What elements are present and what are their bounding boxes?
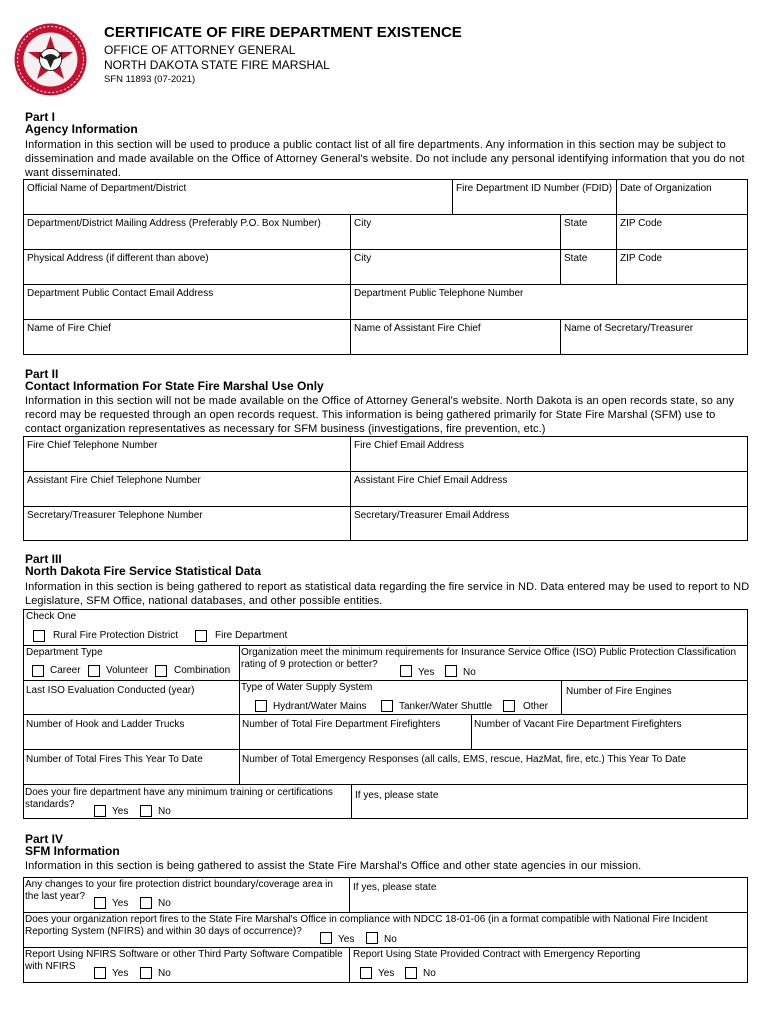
volunteer-checkbox[interactable]: [88, 665, 100, 677]
official-name-field[interactable]: Official Name of Department/District: [27, 183, 187, 194]
ndcc-question: Does your organization report fires to the State Fire Marshal's Office in compliance with NDCC 18-01-06 (in a format compatible with National Fire Incident Reporting System (NFIRS) and within 30 days of occurrence)?: [25, 914, 708, 937]
iso-no-label: No: [463, 667, 476, 678]
hydrant-label: Hydrant/Water Mains: [273, 701, 367, 712]
training-if-yes-field[interactable]: If yes, please state: [355, 790, 439, 801]
fire-department-checkbox[interactable]: [195, 630, 207, 642]
mailing-zip-field[interactable]: ZIP Code: [620, 218, 663, 229]
physical-city-field[interactable]: City: [354, 253, 372, 264]
division-name: NORTH DAKOTA STATE FIRE MARSHAL: [104, 58, 330, 72]
mailing-address-field[interactable]: Department/District Mailing Address (Preferably P.O. Box Number): [27, 218, 321, 229]
part3-title: North Dakota Fire Service Statistical Data: [25, 564, 262, 578]
training-yes-label: Yes: [112, 806, 129, 817]
ndcc-no-label: No: [384, 934, 397, 945]
iso-no-checkbox[interactable]: [445, 665, 457, 677]
hook-ladder-field[interactable]: Number of Hook and Ladder Trucks: [26, 719, 185, 730]
part2-label: Part II: [25, 367, 59, 381]
volunteer-label: Volunteer: [106, 665, 149, 676]
form-title: CERTIFICATE OF FIRE DEPARTMENT EXISTENCE: [104, 24, 462, 41]
total-emergency-field[interactable]: Number of Total Emergency Responses (all calls, EMS, rescue, HazMat, fire, etc.) This Year To Date: [242, 754, 687, 765]
rural-district-checkbox[interactable]: [33, 630, 45, 642]
water-supply-label: Type of Water Supply System: [241, 682, 373, 693]
fdid-field[interactable]: Fire Department ID Number (FDID): [456, 183, 613, 194]
hydrant-checkbox[interactable]: [255, 700, 267, 712]
contract-yes-label: Yes: [378, 968, 395, 979]
tanker-checkbox[interactable]: [381, 700, 393, 712]
other-checkbox[interactable]: [503, 700, 515, 712]
rural-district-label: Rural Fire Protection District: [53, 630, 179, 641]
iso-yes-checkbox[interactable]: [400, 665, 412, 677]
boundary-yes-label: Yes: [112, 898, 129, 909]
date-organization-field[interactable]: Date of Organization: [620, 183, 712, 194]
part2-title: Contact Information For State Fire Marshal Use Only: [25, 379, 324, 393]
contract-no-checkbox[interactable]: [405, 967, 417, 979]
iso-yes-label: Yes: [418, 667, 435, 678]
iso-question: Organization meet the minimum requirements for Insurance Service Office (ISO) Public Protection Classification rating of 9 protection or better?: [241, 647, 737, 670]
part1-title: Agency Information: [25, 122, 138, 136]
part4-title: SFM Information: [25, 844, 120, 858]
check-one-label: Check One: [26, 611, 77, 622]
part3-intro: Information in this section is being gathered to report as statistical data regarding the fire service in ND. Data entered may be used to report to ND Legislature, SFM Office, national databases, and other possible entities.: [25, 581, 750, 607]
dept-type-label: Department Type: [26, 647, 103, 658]
office-name: OFFICE OF ATTORNEY GENERAL: [104, 43, 296, 57]
mailing-state-field[interactable]: State: [564, 218, 588, 229]
asst-email-field[interactable]: Assistant Fire Chief Email Address: [354, 475, 508, 486]
training-no-label: No: [158, 806, 171, 817]
contract-yes-checkbox[interactable]: [360, 967, 372, 979]
part1-label: Part I: [25, 110, 56, 124]
nfirs-no-label: No: [158, 968, 171, 979]
ndcc-yes-checkbox[interactable]: [320, 932, 332, 944]
secretary-field[interactable]: Name of Secretary/Treasurer: [564, 323, 694, 334]
chief-email-field[interactable]: Fire Chief Email Address: [354, 440, 465, 451]
sec-email-field[interactable]: Secretary/Treasurer Email Address: [354, 510, 510, 521]
ndcc-no-checkbox[interactable]: [366, 932, 378, 944]
total-fires-field[interactable]: Number of Total Fires This Year To Date: [26, 754, 203, 765]
ndcc-yes-label: Yes: [338, 934, 355, 945]
tanker-label: Tanker/Water Shuttle: [399, 701, 493, 712]
part3-label: Part III: [25, 552, 62, 566]
career-label: Career: [50, 665, 81, 676]
chief-phone-field[interactable]: Fire Chief Telephone Number: [27, 440, 158, 451]
fire-department-label: Fire Department: [215, 630, 288, 641]
vacant-firefighters-field[interactable]: Number of Vacant Fire Department Firefighters: [474, 719, 682, 730]
training-yes-checkbox[interactable]: [94, 805, 106, 817]
sec-phone-field[interactable]: Secretary/Treasurer Telephone Number: [27, 510, 203, 521]
contract-no-label: No: [423, 968, 436, 979]
dept-phone-field[interactable]: Department Public Telephone Number: [354, 288, 524, 299]
mailing-city-field[interactable]: City: [354, 218, 372, 229]
part4-intro: Information in this section is being gathered to assist the State Fire Marshal's Office and other state agencies in our mission.: [25, 860, 642, 872]
other-label: Other: [523, 701, 549, 712]
boundary-no-label: No: [158, 898, 171, 909]
fire-engines-field[interactable]: Number of Fire Engines: [566, 686, 672, 697]
contract-question: Report Using State Provided Contract with Emergency Reporting: [353, 949, 641, 960]
boundary-yes-checkbox[interactable]: [94, 897, 106, 909]
form-number: SFN 11893 (07-2021): [104, 74, 196, 85]
training-no-checkbox[interactable]: [140, 805, 152, 817]
part2-intro: Information in this section will not be made available on the Office of Attorney General's website. North Dakota is an open records state, so any record may be requested through an open records request. This information is being gathered primarily for State Fire Marshal (SFM) use to contact organization representatives as necessary for SFM business (investigations, fire prevention, etc.): [25, 395, 735, 435]
boundary-no-checkbox[interactable]: [140, 897, 152, 909]
career-checkbox[interactable]: [32, 665, 44, 677]
nfirs-yes-checkbox[interactable]: [94, 967, 106, 979]
boundary-question: Any changes to your fire protection district boundary/coverage area in the last year?: [25, 879, 333, 902]
total-firefighters-field[interactable]: Number of Total Fire Department Firefighters: [242, 719, 441, 730]
fire-marshal-seal: [13, 22, 88, 97]
training-question: Does your fire department have any minimum training or certifications standards?: [25, 787, 333, 810]
physical-state-field[interactable]: State: [564, 253, 588, 264]
combination-checkbox[interactable]: [155, 665, 167, 677]
combination-label: Combination: [174, 665, 231, 676]
nfirs-yes-label: Yes: [112, 968, 129, 979]
physical-address-field[interactable]: Physical Address (if different than above): [27, 253, 209, 264]
last-iso-label[interactable]: Last ISO Evaluation Conducted (year): [26, 685, 195, 696]
asst-phone-field[interactable]: Assistant Fire Chief Telephone Number: [27, 475, 201, 486]
nfirs-no-checkbox[interactable]: [140, 967, 152, 979]
fire-chief-field[interactable]: Name of Fire Chief: [27, 323, 111, 334]
part1-intro: Information in this section will be used to produce a public contact list of all fire departments. Any information in this section may be subject to dissemination and made available on the Office of Attorney General's website. Do not include any personal identifying information that you do not want disseminated.: [25, 139, 745, 179]
nfirs-question: Report Using NFIRS Software or other Third Party Software Compatible with NFIRS: [25, 949, 343, 972]
asst-chief-field[interactable]: Name of Assistant Fire Chief: [354, 323, 481, 334]
physical-zip-field[interactable]: ZIP Code: [620, 253, 663, 264]
dept-email-field[interactable]: Department Public Contact Email Address: [27, 288, 214, 299]
boundary-if-yes-field[interactable]: If yes, please state: [353, 882, 437, 893]
part4-label: Part IV: [25, 832, 64, 846]
